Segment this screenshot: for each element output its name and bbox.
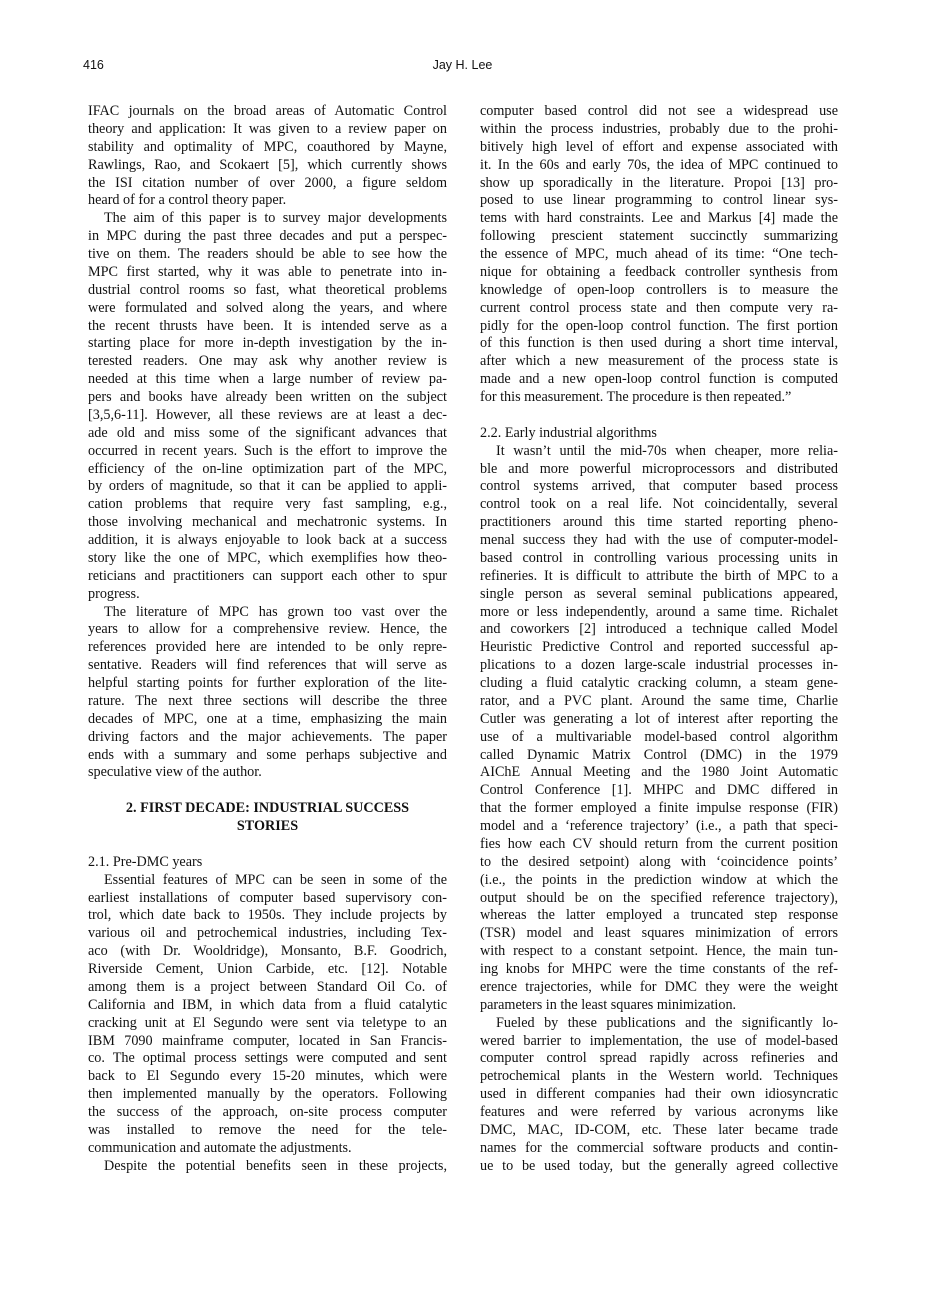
text-line: plications to a dozen large-scale industrial processes in-	[480, 657, 838, 674]
text-line: it. In the 60s and early 70s, the idea of MPC continued to	[480, 156, 838, 173]
text-line: fies how each CV should return from the current position	[480, 835, 838, 852]
text-line: names for the commercial software products and contin-	[480, 1139, 838, 1156]
subsection-heading: 2.1. Pre-DMC years	[88, 853, 203, 870]
text-line: single person as several seminal publications appeared,	[480, 585, 838, 602]
text-line: It wasn’t until the mid-70s when cheaper, more relia-	[496, 442, 838, 459]
text-line: model and a ‘reference trajectory’ (i.e., a path that speci-	[480, 818, 838, 834]
text-line: refineries. It is difficult to attribute the birth of MPC to a	[480, 567, 838, 584]
text-line: with respect to a constant setpoint. Hence, the main tun-	[480, 943, 838, 960]
text-line: theory and application: It was given to a review paper on	[88, 120, 447, 137]
text-line: output should be on the specified reference trajectory),	[480, 889, 838, 906]
text-line: control took on a real life. Not coincidentally, several	[480, 496, 838, 513]
text-line: DMC, MAC, ID-COM, etc. These later became trade	[480, 1121, 838, 1138]
left-column	[88, 103, 447, 1176]
text-line: various oil and petrochemical industries, including Tex-	[88, 925, 447, 942]
text-line: based control in controlling various processing units in	[480, 549, 838, 566]
text-line: rator, and a PVC plant. Around the same time, Charlie	[480, 692, 838, 709]
text-line: practitioners around this time started reporting pheno-	[480, 514, 838, 531]
blank-line	[88, 836, 447, 854]
text-line: Cutler was generating a lot of interest after reporting the	[480, 710, 838, 727]
text-line: used in different companies had their own idiosyncratic	[480, 1086, 838, 1103]
text-line: efficiency of the on-line optimization part of the MPC,	[88, 460, 447, 477]
text-line: heard of for a control theory paper.	[88, 192, 287, 209]
text-line: erence trajectories, while for DMC they were the weight	[480, 978, 838, 995]
text-line: communication and automate the adjustments.	[88, 1139, 352, 1156]
text-line: the success of the approach, on-site process computer	[88, 1104, 447, 1120]
blank-line	[88, 782, 447, 800]
text-line: decades of MPC, one at a time, emphasizing the main	[88, 710, 447, 727]
text-line: ade old and miss some of the significant advances that	[88, 424, 447, 441]
blank-line	[480, 407, 838, 425]
text-line: more or less independently, around a same time. Richalet	[480, 603, 838, 620]
text-line: computer control spread rapidly across refineries and	[480, 1050, 838, 1067]
text-line: for this measurement. The procedure is then repeated.”	[480, 389, 792, 405]
text-line: Fueled by these publications and the significantly lo-	[496, 1014, 838, 1031]
text-line: ends with a summary and some perhaps subjective and	[88, 746, 447, 763]
text-line: to the desired setpoint) along with ‘coincidence points’	[480, 853, 838, 870]
text-line: pers and books have already been written on the subject	[88, 389, 447, 405]
text-line: speculative view of the author.	[88, 764, 262, 781]
text-line: cracking unit at El Segundo were sent via teletype to an	[88, 1014, 447, 1031]
text-line: references provided here are intended to be only repre-	[88, 639, 447, 656]
text-line: AIChE Annual Meeting and the 1980 Joint Automatic	[480, 764, 838, 781]
text-line: (i.e., the points in the prediction window at which the	[480, 871, 838, 888]
page-number: 416	[83, 58, 104, 72]
text-line: tems with hard constraints. Lee and Markus [4] made the	[480, 210, 838, 227]
running-header-author: Jay H. Lee	[432, 58, 493, 72]
text-line: bitively high level of effort and expense associated with	[480, 138, 838, 155]
text-line: by orders of magnitude, so that it can be applied to appli-	[88, 478, 447, 495]
text-line: was installed to remove the need for the tele-	[88, 1121, 447, 1138]
text-line: (TSR) model and least squares minimization of errors	[480, 925, 838, 942]
text-line: were formulated and solved along the years, and where	[88, 299, 447, 316]
text-line: among them is a project between Standard Oil Co. of	[88, 978, 447, 995]
text-line: petrochemical plants in the Western world. Techniques	[480, 1068, 838, 1085]
text-line: story like the one of MPC, which exemplifies how theo-	[88, 549, 447, 566]
text-line: pidly for the open-loop control function. The first portion	[480, 317, 838, 334]
text-line: starting place for more in-depth investigation by the in-	[88, 335, 447, 352]
text-line: use of a multivariable model-based control algorithm	[480, 728, 838, 745]
right-column	[480, 103, 838, 1176]
text-line: The literature of MPC has grown too vast over the	[104, 603, 447, 620]
text-line: in MPC during the past three decades and put a perspec-	[88, 228, 447, 245]
text-line: of this function is then used during a short time interval,	[480, 335, 838, 352]
text-line: terested readers. One may ask why another review is	[88, 353, 447, 370]
text-line: and coworkers [2] introduced a technique called Model	[480, 621, 838, 638]
text-line: IFAC journals on the broad areas of Automatic Control	[88, 103, 447, 119]
text-line: sentative. Readers will find references that will serve as	[88, 657, 447, 674]
text-line: menal success they had with the use of computer-model-	[480, 532, 838, 548]
text-line: the ISI citation number of over 2000, a figure seldom	[88, 174, 447, 191]
text-line: called Dynamic Matrix Control (DMC) in the 1979	[480, 746, 838, 763]
text-line: show up sporadically in the literature. Propoi [13] pro-	[480, 174, 838, 191]
text-line: progress.	[88, 585, 140, 602]
text-line: driving factors and the major achievements. The paper	[88, 728, 447, 745]
text-line: [3,5,6-11]. However, all these reviews are at least a dec-	[88, 406, 447, 423]
text-line: cluding a fluid catalytic cracking column, a steam gene-	[480, 675, 838, 691]
text-line: rature. The next three sections will describe the three	[88, 692, 447, 709]
text-line: dustrial control rooms so fast, what theoretical problems	[88, 281, 447, 298]
text-line: those involving mechanical and mechatronic systems. In	[88, 514, 447, 531]
text-line: current control process state and then compute very ra-	[480, 299, 838, 316]
text-line: knowledge of open-loop controllers is to measure the	[480, 281, 838, 298]
section-heading: 2. FIRST DECADE: INDUSTRIAL SUCCESS	[125, 800, 410, 817]
text-line: years to allow for a comprehensive review. Hence, the	[88, 621, 447, 638]
text-line: California and IBM, in which data from a fluid catalytic	[88, 996, 447, 1013]
text-line: addition, it is always enjoyable to look back at a success	[88, 532, 447, 548]
text-line: cation problems that require very fast sampling, e.g.,	[88, 496, 447, 513]
text-line: back to El Segundo every 15-20 minutes, which were	[88, 1068, 447, 1085]
text-line: parameters in the least squares minimization.	[480, 996, 737, 1013]
text-line: aco (with Dr. Wooldridge), Monsanto, B.F. Goodrich,	[88, 943, 447, 960]
text-line: IBM 7090 mainframe computer, located in San Francis-	[88, 1032, 447, 1049]
section-heading: STORIES	[236, 818, 299, 834]
text-line: following prescient statement succinctly summarizing	[480, 228, 838, 245]
text-line: whereas the latter employed a truncated step response	[480, 907, 838, 924]
text-line: ing knobs for MHPC were the time constants of the ref-	[480, 961, 838, 977]
text-line: control systems arrived, that computer based process	[480, 478, 838, 495]
text-line: tive on them. The readers should be able to see how the	[88, 246, 447, 262]
text-line: reticians and practitioners can support each other to spur	[88, 567, 447, 584]
text-line: the essence of MPC, much ahead of its time: “One tech-	[480, 246, 838, 262]
text-line: Control Conference [1]. MHPC and DMC differed in	[480, 782, 838, 799]
text-line: after which a new measurement of the process state is	[480, 353, 838, 370]
text-line: made and a new open-loop control function is computed	[480, 371, 838, 388]
text-line: the recent thrusts have been. It is intended serve as a	[88, 317, 447, 334]
text-line: then implemented manually by the operators. Following	[88, 1086, 447, 1103]
text-line: ue to be used today, but the generally agreed collective	[480, 1157, 838, 1174]
text-line: stability and optimality of MPC, coauthored by Mayne,	[88, 138, 447, 155]
text-line: Heuristic Predictive Control and reported successful ap-	[480, 639, 838, 656]
text-line: Despite the potential benefits seen in these projects,	[104, 1157, 447, 1174]
text-line: The aim of this paper is to survey major developments	[104, 210, 447, 227]
text-line: ble and more powerful microprocessors and distributed	[480, 460, 838, 477]
text-line: within the process industries, probably due to the prohi-	[480, 120, 838, 137]
text-line: Riverside Cement, Union Carbide, etc. [12]. Notable	[88, 961, 447, 977]
text-line: occurred in recent years. Such is the effort to improve the	[88, 442, 447, 459]
text-line: computer based control did not see a widespread use	[480, 103, 838, 119]
text-line: Essential features of MPC can be seen in some of the	[104, 871, 447, 888]
text-line: nique for obtaining a feedback controller synthesis from	[480, 263, 838, 280]
text-line: trol, which date back to 1950s. They include projects by	[88, 907, 447, 924]
text-line: features and were referred by various acronyms like	[480, 1104, 838, 1120]
text-line: co. The optimal process settings were computed and sent	[88, 1050, 447, 1067]
text-line: wered barrier to implementation, the use of model-based	[480, 1032, 838, 1049]
text-line: earliest installations of computer based supervisory con-	[88, 889, 447, 906]
text-line: that the former employed a finite impulse response (FIR)	[480, 800, 838, 817]
text-line: needed at this time when a large number of review pa-	[88, 371, 447, 388]
text-line: helpful starting points for further exploration of the lite-	[88, 675, 447, 691]
text-line: MPC first started, why it was able to penetrate into in-	[88, 263, 447, 280]
subsection-heading: 2.2. Early industrial algorithms	[480, 424, 657, 441]
text-line: posed to use linear programming to control linear sys-	[480, 192, 838, 209]
text-line: Rawlings, Rao, and Scokaert [5], which currently shows	[88, 156, 447, 173]
